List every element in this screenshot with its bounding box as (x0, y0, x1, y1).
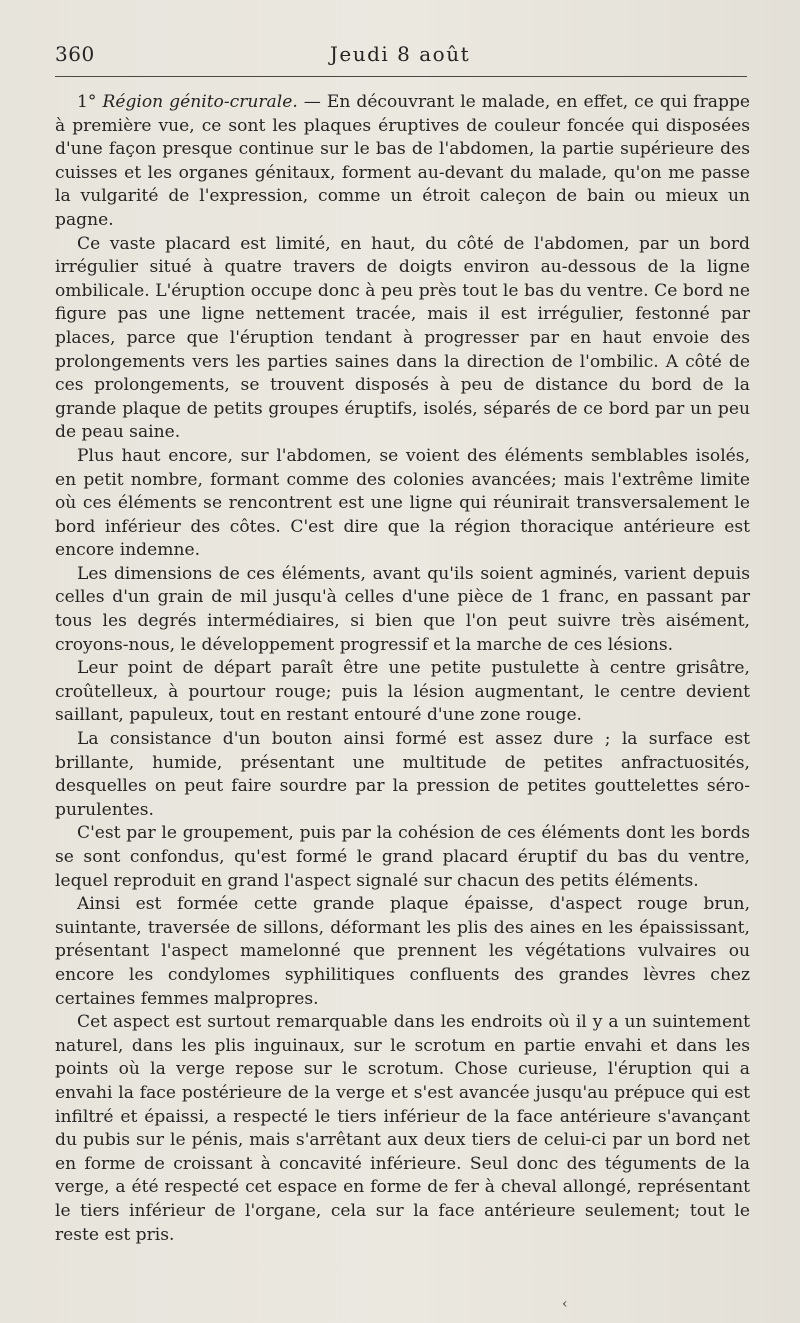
stray-print-mark: ‹ (562, 1296, 568, 1312)
section-number: 1° (77, 92, 97, 112)
header-rule (55, 76, 747, 77)
paragraph: C'est par le groupement, puis par la cohésion de ces éléments dont les bords se sont confondus, qu'est formé le grand placard éruptif du bas du ventre, lequel reproduit en grand l'aspect signalé sur chacun des petits éléments. (55, 823, 750, 891)
paragraph: Les dimensions de ces éléments, avant qu'ils soient agminés, varient depuis celles d'un grain de mil jusqu'à celles d'une pièce de 1 franc, en passant par tous les degrés intermédiaires, si bien que l'on peut suivre très aisément, croyons-nous, le développement progressif et la marche de ces lésions. (55, 563, 750, 655)
paragraph-section-intro (55, 91, 750, 233)
paragraph: Ce vaste placard est limité, en haut, du côté de l'abdomen, par un bord irrégulier situé à quatre travers de doigts environ au-dessous de la ligne ombilicale. L'éruption occupe donc à peu près tout le bas du ventre. Ce bord ne figure pas une ligne nettement tracée, mais il est irrégulier, festonné par places, parce que l'éruption tendant à progresser par en haut envoie des prolongements vers les parties saines dans la direction de l'ombilic. A côté de ces prolongements, se trouvent disposés à peu de distance du bord de la grande plaque de petits groupes éruptifs, isolés, séparés de ce bord par un peu de peau saine. (55, 233, 750, 443)
paragraph: Plus haut encore, sur l'abdomen, se voient des éléments semblables isolés, en petit nombre, formant comme des colonies avancées; mais l'extrême limite où ces éléments se rencontrent est une ligne qui réunirait transversalement le bord inférieur des côtes. C'est dire que la région thoracique antérieure est encore indemne. (55, 445, 750, 561)
paragraph: Leur point de départ paraît être une petite pustulette à centre grisâtre, croûtelleux, à pourtour rouge; puis la lésion augmentant, le centre devient saillant, papuleux, tout en restant entouré d'une zone rouge. (55, 658, 750, 726)
running-title: Jeudi 8 août (329, 42, 471, 66)
section-lead-text: — En découvrant le malade, en effet, ce qui frappe à première vue, ce sont les plaques éruptives de couleur foncée qui disposées d'une façon presque continue sur le bas de l'abdomen, la partie supérieure des cuisses et les organes génitaux, forment au-devant du malade, qu'on me passe la vulgarité de l'expression, comme un étroit caleçon de bain ou mieux un pagne. (55, 92, 750, 230)
page-header (55, 42, 745, 72)
body-text (55, 91, 750, 1247)
page-number: 360 (55, 42, 95, 66)
section-title: Région génito-crurale. (102, 92, 298, 112)
paragraph: Ainsi est formée cette grande plaque épaisse, d'aspect rouge brun, suintante, traversée de sillons, déformant les plis des aines en les épaississant, présentant l'aspect mamelonné que prennent les végétations vulvaires ou encore les condylomes syphilitiques confluents des grandes lèvres chez certaines femmes malpropres. (55, 894, 750, 1009)
paragraph: Cet aspect est surtout remarquable dans les endroits où il y a un suintement naturel, dans les plis inguinaux, sur le scrotum en partie envahi et dans les points où la verge repose sur le scrotum. Chose curieuse, l'éruption qui a envahi la face postérieure de la verge et s'est avancée jusqu'au prépuce qui est infiltré et épaissi, a respecté le tiers inférieur de la face antérieure s'avançant du pubis sur le pénis, mais s'arrêtant aux deux tiers de celui-ci par un bord net en forme de croissant à concavité inférieure. Seul donc des téguments de la verge, a été respecté cet espace en forme de fer à cheval allongé, représentant le tiers inférieur de l'organe, cela sur la face antérieure seulement; tout le reste est pris. (55, 1012, 750, 1245)
paragraph: La consistance d'un bouton ainsi formé est assez dure ; la surface est brillante, humide, présentant une multitude de petites anfractuosités, desquelles on peut faire sourdre par la pression de petites gouttelettes séro-purulentes. (55, 729, 750, 820)
